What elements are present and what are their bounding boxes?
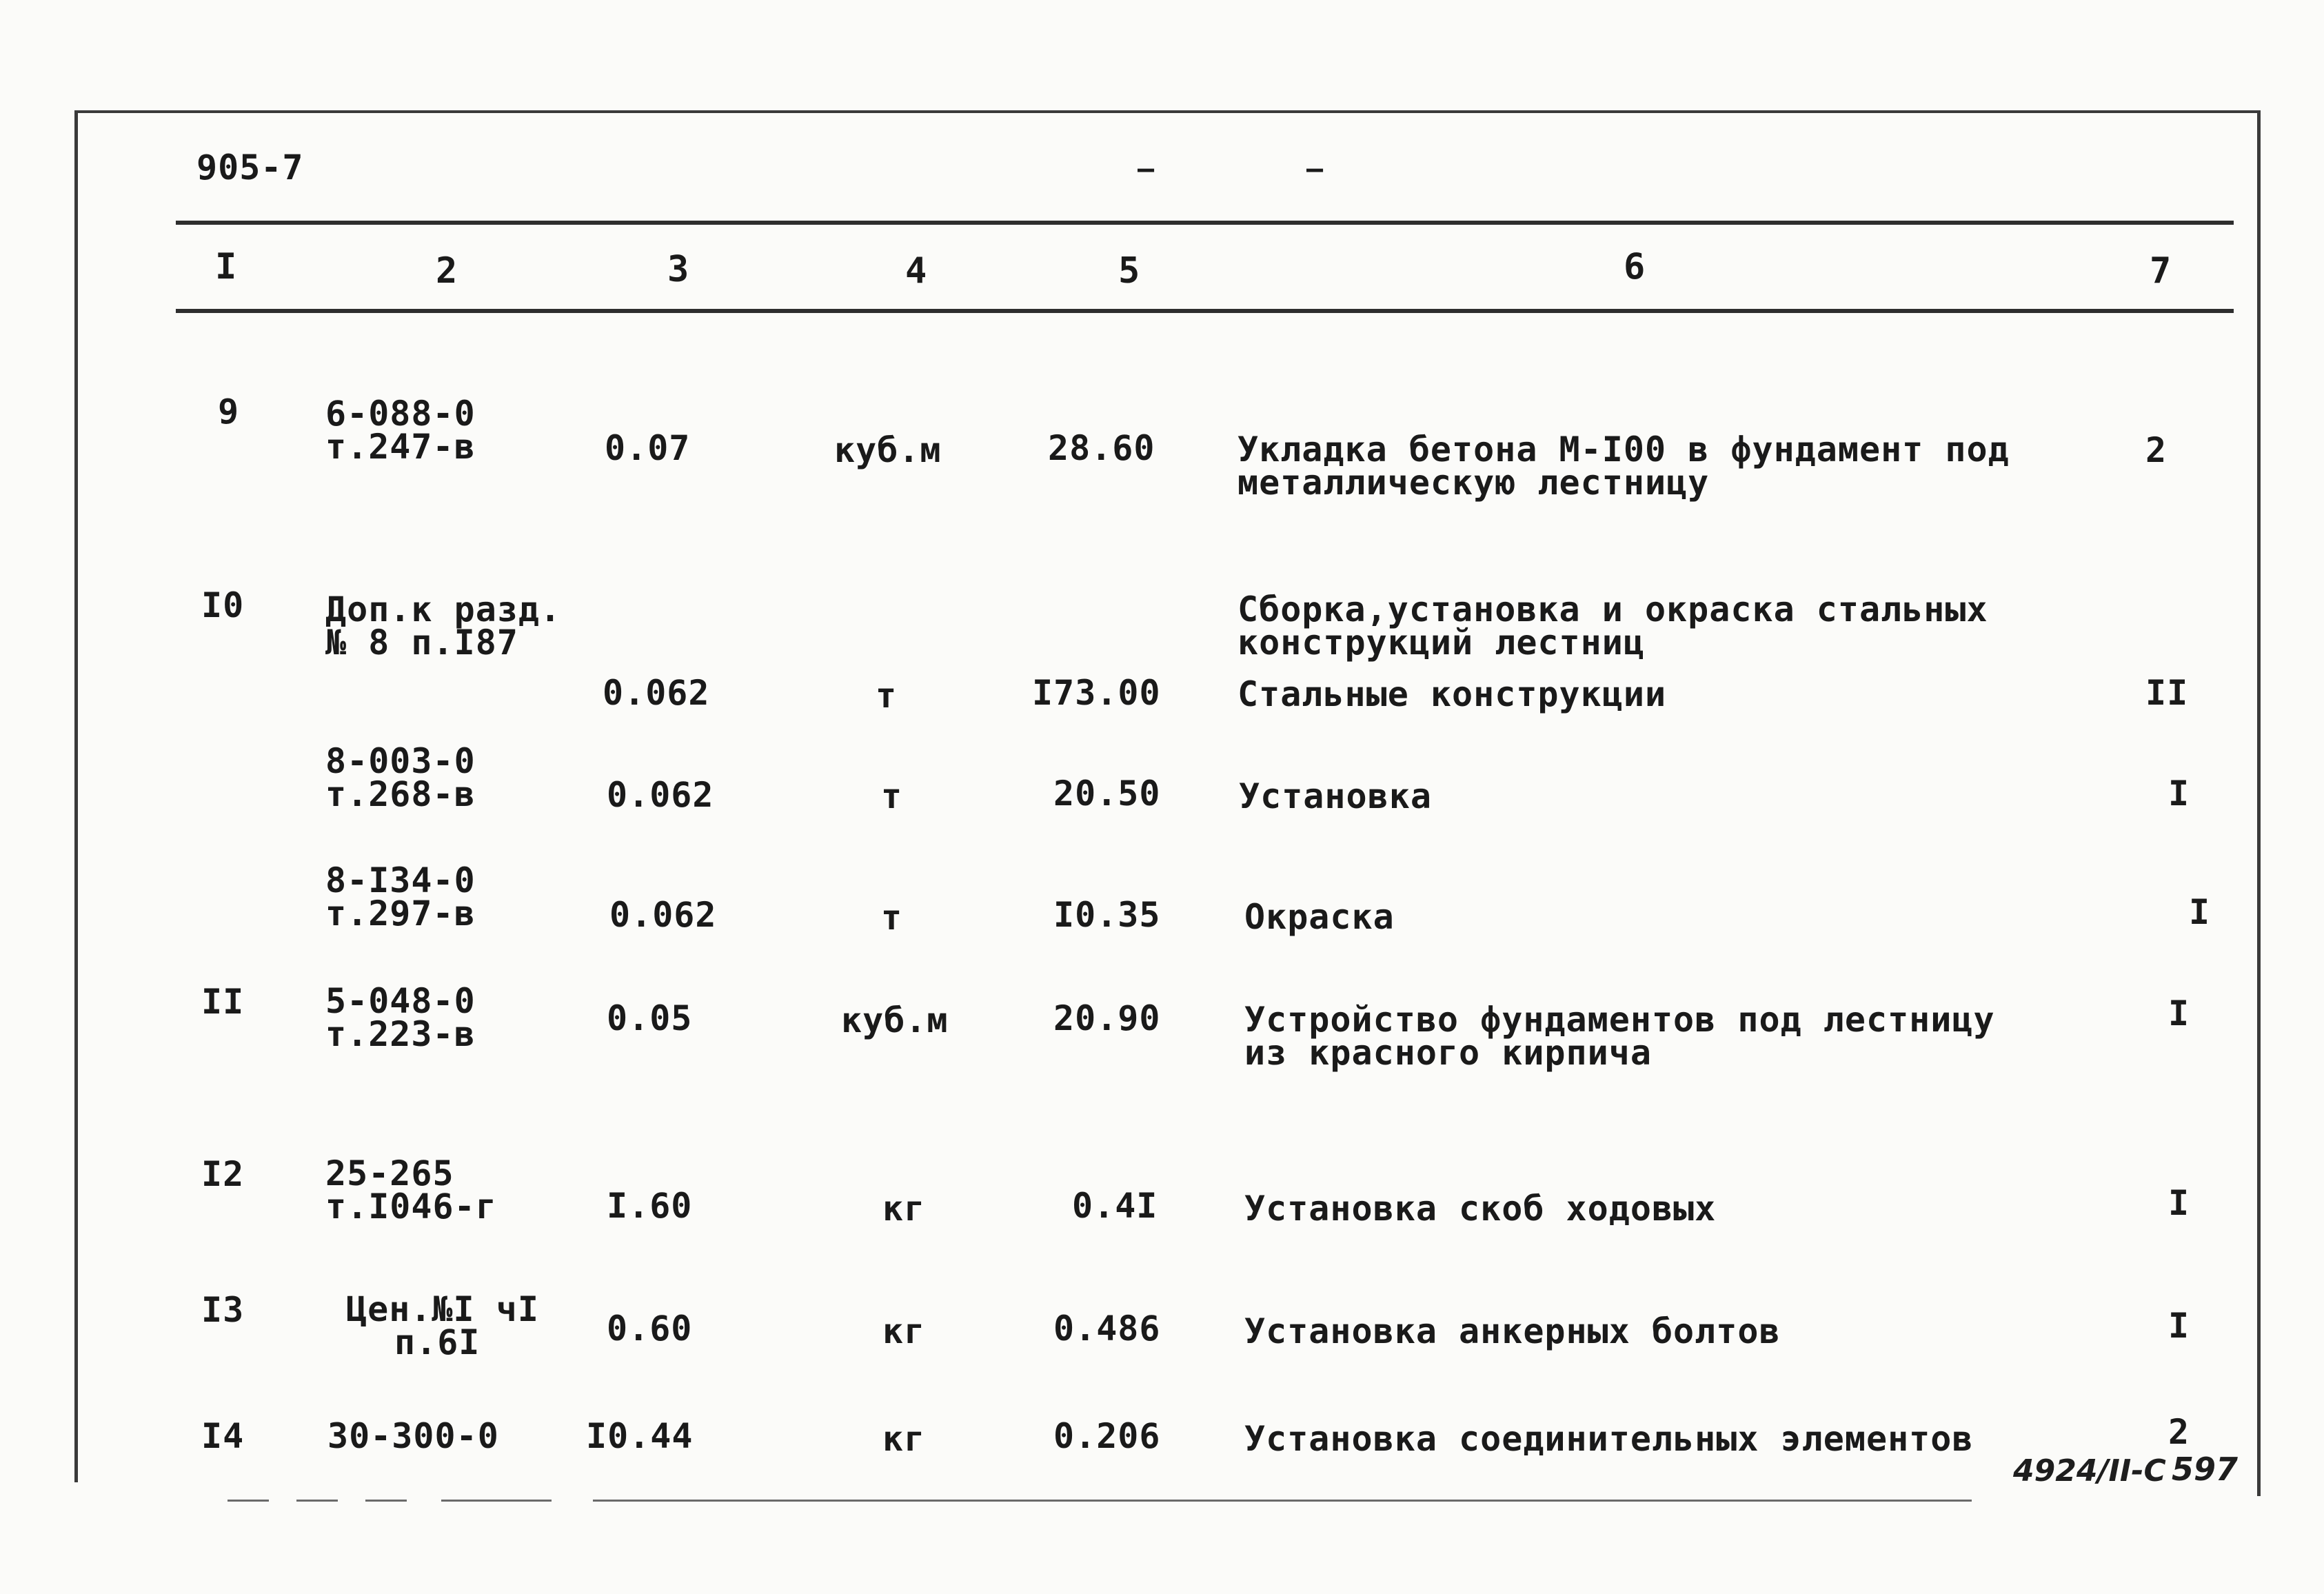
norm-code-line-1: 5-048-0 <box>325 981 476 1021</box>
norm-code-line-1: Цен.№I чI <box>346 1289 539 1329</box>
unit-price-value: 0.486 <box>1053 1309 1161 1349</box>
frame-bottom-dash-2 <box>296 1500 338 1502</box>
unit-label: кг <box>882 1189 926 1229</box>
description-line-1: Сборка,установка и окраска стальных <box>1237 589 1988 629</box>
header-rule-bottom <box>176 309 2234 313</box>
quantity-value: 0.07 <box>605 428 691 468</box>
description-line-2: металлическую лестницу <box>1237 463 1710 503</box>
frame-bottom <box>593 1500 1972 1502</box>
unit-label: т <box>881 776 903 816</box>
column-7-value: I <box>2168 774 2190 814</box>
unit-price-value: I73.00 <box>1032 673 1161 713</box>
norm-code-line-2: п.6I <box>394 1322 481 1362</box>
row-number: I0 <box>201 585 245 625</box>
frame-left <box>74 110 78 1482</box>
column-7-value: 2 <box>2168 1412 2190 1452</box>
quantity-value: I0.44 <box>586 1416 694 1456</box>
frame-bottom-dash-1 <box>228 1500 269 1502</box>
norm-code-line-2: т.247-в <box>325 427 476 467</box>
unit-label: т <box>876 676 898 716</box>
column-header-7: 7 <box>2150 250 2172 292</box>
column-7-value: I <box>2168 1183 2190 1223</box>
unit-price-value: 0.4I <box>1072 1186 1158 1226</box>
frame-top <box>74 110 2260 113</box>
page-number: 597 <box>2172 1451 2239 1488</box>
column-7-value: I <box>2168 993 2190 1033</box>
quantity-value: 0.60 <box>607 1309 693 1349</box>
column-7-value: 2 <box>2145 430 2168 470</box>
norm-code-line-2: № 8 п.I87 <box>325 623 518 663</box>
description-line-1: Укладка бетона М-I00 в фундамент под <box>1237 430 2010 470</box>
row-number: 9 <box>218 392 240 432</box>
norm-code-line-2: т.297-в <box>325 894 476 934</box>
unit-price-value: 0.206 <box>1053 1416 1161 1456</box>
row-number: I3 <box>201 1290 245 1330</box>
row-number: I2 <box>201 1154 245 1194</box>
quantity-value: 0.062 <box>603 673 710 713</box>
unit-price-value: 20.90 <box>1053 998 1161 1038</box>
unit-label: кг <box>882 1419 926 1459</box>
description-line-1: Установка анкерных болтов <box>1244 1311 1781 1351</box>
unit-label: т <box>881 898 903 938</box>
description-line-2: из красного кирпича <box>1244 1033 1652 1073</box>
description-line-1: Стальные конструкции <box>1237 674 1667 714</box>
norm-code-line-2: т.223-в <box>325 1014 476 1054</box>
frame-bottom-dash-3 <box>365 1500 407 1502</box>
quantity-value: I.60 <box>607 1186 693 1226</box>
header-rule-top <box>176 221 2234 225</box>
row-number: II <box>201 982 245 1022</box>
norm-code-line-1: 25-265 <box>325 1153 454 1193</box>
column-header-3: 3 <box>667 249 690 290</box>
description-line-2: конструкций лестниц <box>1237 623 1645 663</box>
column-header-1: I <box>215 246 238 287</box>
unit-price-value: 20.50 <box>1053 774 1161 814</box>
column-header-2: 2 <box>436 250 458 292</box>
frame-right <box>2257 110 2261 1496</box>
archive-stamp: 4924/II-С <box>2013 1453 2166 1489</box>
header-dash-b: – <box>1306 153 1324 185</box>
column-header-6: 6 <box>1624 246 1646 287</box>
description-line-1: Устройство фундаментов под лестницу <box>1244 1000 1995 1040</box>
norm-code-line-1: 6-088-0 <box>325 394 476 434</box>
quantity-value: 0.062 <box>607 775 714 815</box>
norm-code-line-1: Доп.к разд. <box>325 589 562 629</box>
unit-label: куб.м <box>834 430 942 470</box>
unit-label: куб.м <box>841 1000 949 1040</box>
norm-code-line-2: т.268-в <box>325 774 476 814</box>
unit-price-value: 28.60 <box>1048 428 1155 468</box>
column-header-4: 4 <box>905 250 928 292</box>
column-7-value: I <box>2189 892 2211 932</box>
description-line-1: Установка <box>1239 776 1432 816</box>
description-line-1: Окраска <box>1244 897 1395 937</box>
unit-label: кг <box>882 1311 926 1351</box>
norm-code-line-1: 8-I34-0 <box>325 860 476 900</box>
column-header-5: 5 <box>1118 250 1141 292</box>
column-7-value: I <box>2168 1306 2190 1346</box>
norm-code-line-2: т.I046-г <box>325 1187 497 1227</box>
header-dash-a: – <box>1138 153 1155 185</box>
unit-price-value: I0.35 <box>1053 895 1161 935</box>
quantity-value: 0.062 <box>609 895 717 935</box>
frame-bottom-dash-4 <box>441 1500 552 1502</box>
row-number: I4 <box>201 1416 245 1456</box>
quantity-value: 0.05 <box>607 998 693 1038</box>
norm-code-line-1: 30-300-0 <box>327 1416 499 1456</box>
description-line-1: Установка скоб ходовых <box>1244 1189 1717 1229</box>
norm-code-line-1: 8-003-0 <box>325 741 476 781</box>
column-7-value: II <box>2145 673 2189 713</box>
description-line-1: Установка соединительных элементов <box>1244 1419 1974 1459</box>
document-code: 905-7 <box>196 148 304 188</box>
